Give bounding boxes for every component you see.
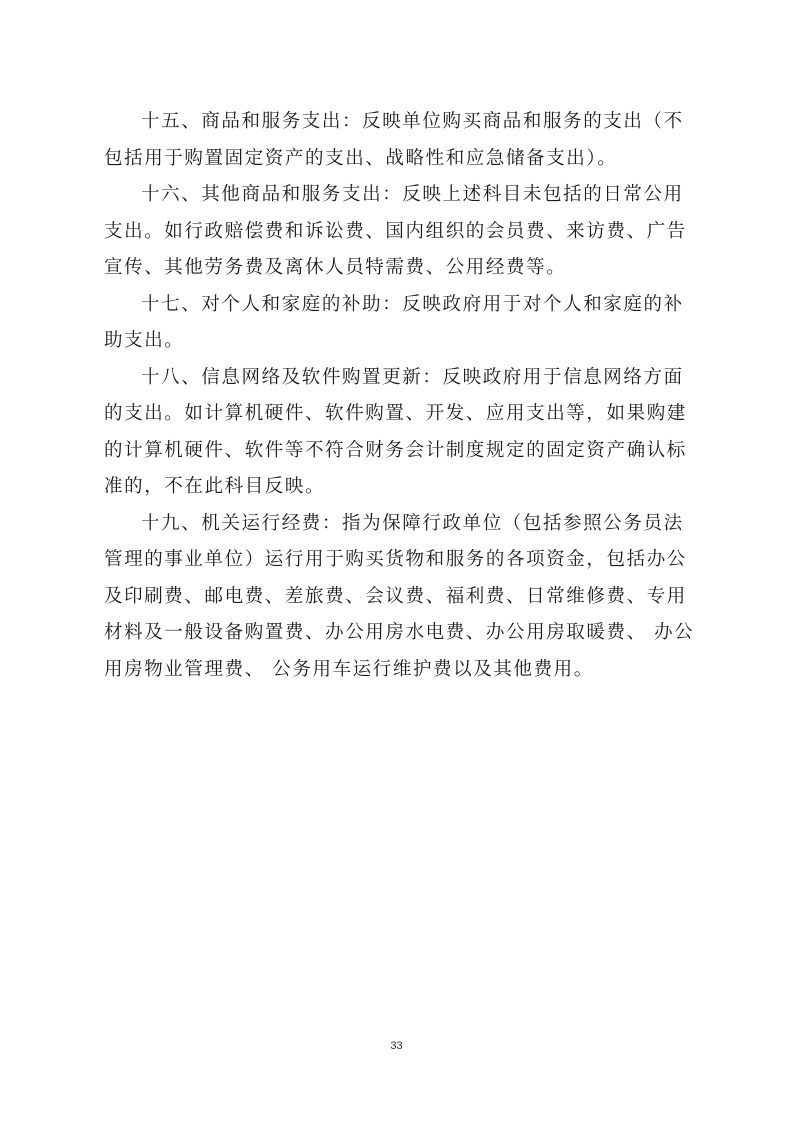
paragraph-line: 管理的事业单位）运行用于购买货物和服务的各项资金，包括办公 <box>104 549 687 570</box>
paragraph-line: 十五、商品和服务支出：反映单位购买商品和服务的支出（不 <box>141 111 684 132</box>
paragraph-item-15 <box>104 104 694 177</box>
paragraph-line: 的支出。如计算机硬件、软件购置、开发、应用支出等，如果购建 <box>104 403 687 424</box>
page-number: 33 <box>390 1040 403 1052</box>
paragraph-item-18 <box>104 360 694 506</box>
paragraph-item-19 <box>104 506 694 689</box>
paragraph-item-16 <box>104 177 694 287</box>
document-body <box>104 104 694 688</box>
paragraph-line: 的计算机硬件、软件等不符合财务会计制度规定的固定资产确认标 <box>104 439 687 461</box>
paragraph-line: 用房物业管理费、 公务用车运行维护费以及其他费用。 <box>104 658 594 680</box>
paragraph-line: 包括用于购置固定资产的支出、战略性和应急储备支出）。 <box>104 147 618 169</box>
paragraph-line: 宣传、其他劳务费及离休人员特需费、公用经费等。 <box>104 257 567 278</box>
paragraph-line: 十六、其他商品和服务支出：反映上述科目未包括的日常公用 <box>141 184 684 205</box>
paragraph-line: 及印刷费、邮电费、差旅费、会议费、福利费、日常维修费、专用 <box>104 585 687 607</box>
paragraph-line: 十七、对个人和家庭的补助：反映政府用于对个人和家庭的补 <box>141 293 684 315</box>
paragraph-line: 支出。如行政赔偿费和诉讼费、国内组织的会员费、来访费、广告 <box>104 220 687 242</box>
paragraph-line: 十九、机关运行经费：指为保障行政单位（包括参照公务员法 <box>141 512 684 534</box>
paragraph-line: 助支出。 <box>104 330 185 351</box>
paragraph-line: 准的，不在此科目反映。 <box>104 476 326 497</box>
paragraph-item-17 <box>104 287 694 360</box>
paragraph-line: 十八、信息网络及软件购置更新：反映政府用于信息网络方面 <box>141 366 684 388</box>
paragraph-line: 材料及一般设备购置费、办公用房水电费、办公用房取暖费、 办公 <box>104 622 695 643</box>
